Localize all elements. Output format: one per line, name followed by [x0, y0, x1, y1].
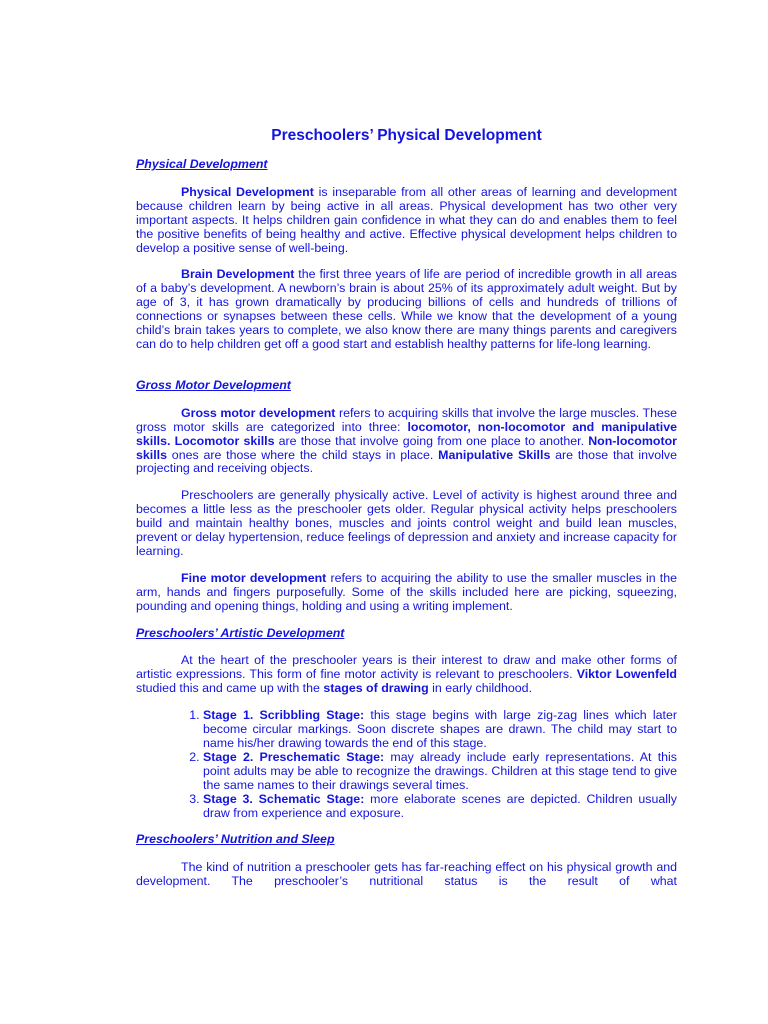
bold-term-physical-development: Physical Development	[181, 184, 314, 199]
stages-list	[136, 709, 677, 820]
document-title: Preschoolers’ Physical Development	[271, 127, 542, 144]
list-item: 3. Stage 3. Schematic Stage: more elaborate scenes are depicted. Children usually draw from experience and exposure.	[203, 793, 677, 821]
list-item: 1. Stage 1. Scribbling Stage: this stage begins with large zig-zag lines which later become circular markings. Soon discrete shapes are drawn. The child may start to name his/her drawing towards the end of this stage.	[203, 709, 677, 751]
paragraph-physical-development: Physical Development is inseparable from all other areas of learning and development because children learn by being active in all areas. Physical development has two other very important aspects. It helps children gain confidence in what they can do and enables them to feel the positive benefits of being healthy and active. Effective physical development helps children to develop a positive sense of well-being.	[136, 184, 677, 255]
paragraph-gross-motor: Gross motor development refers to acquiring skills that involve the large muscles. These gross motor skills are categorized into three: locomotor, non-locomotor and manipulative skills. Locomotor skills are those that involve going from one place to another. Non-locomotor skills ones are those where the child stays in place. Manipulative Skills are those that involve projecting and receiving objects.	[136, 405, 677, 476]
document-page	[136, 127, 677, 889]
paragraph-physical-activity: Preschoolers are generally physically active. Level of activity is highest around three and becomes a little less as the preschooler gets older. Regular physical activity helps preschoolers build and maintain healthy bones, muscles and joints control weight and build lean muscles, prevent or delay hypertension, reduce feelings of depression and anxiety and increase capacity for learning.	[136, 488, 677, 558]
section-heading-nutrition: Preschoolers’ Nutrition and Sleep	[136, 832, 335, 847]
section-heading-gross-motor: Gross Motor Development	[136, 377, 291, 392]
paragraph-nutrition: The kind of nutrition a preschooler gets has far-reaching effect on his physical growth and development. The preschooler’s nutritional status is the result of what	[136, 860, 677, 889]
section-heading-artistic: Preschoolers’ Artistic Development	[136, 625, 345, 640]
paragraph-fine-motor: Fine motor development refers to acquiring the ability to use the smaller muscles in the arm, hands and fingers purposefully. Some of the skills included here are picking, squeezing, pounding and opening things, holding and using a writing implement.	[136, 570, 678, 613]
list-item: 2. Stage 2. Preschematic Stage: may already include early representations. At this point adults may be able to recognize the drawings. Children at this stage tend to give the same names to their drawings several times.	[203, 751, 677, 793]
paragraph-artistic: At the heart of the preschooler years is their interest to draw and make other forms of artistic expressions. This form of fine motor activity is relevant to preschoolers. Viktor Lowenfeld studied this and came up with the stages of drawing in early childhood.	[136, 653, 677, 696]
bold-term-fine-motor: Fine motor development	[181, 570, 327, 585]
section-heading-physical-development: Physical Development	[136, 157, 268, 171]
paragraph-brain-development: Brain Development the first three years of life are period of incredible growth in all areas of a baby’s development. A newborn’s brain is about 25% of its approximately adult weight. But by age of 3, it has grown dramatically by producing billions of cells and hundreds of trillions of connections or synapses between these cells. While we know that the development of a young child’s brain takes years to complete, we also know there are many things parents and caregivers can do to help children get off a good start and establish healthy patterns for life-long learning.	[136, 267, 677, 351]
bold-term-brain-development: Brain Development	[181, 267, 295, 282]
